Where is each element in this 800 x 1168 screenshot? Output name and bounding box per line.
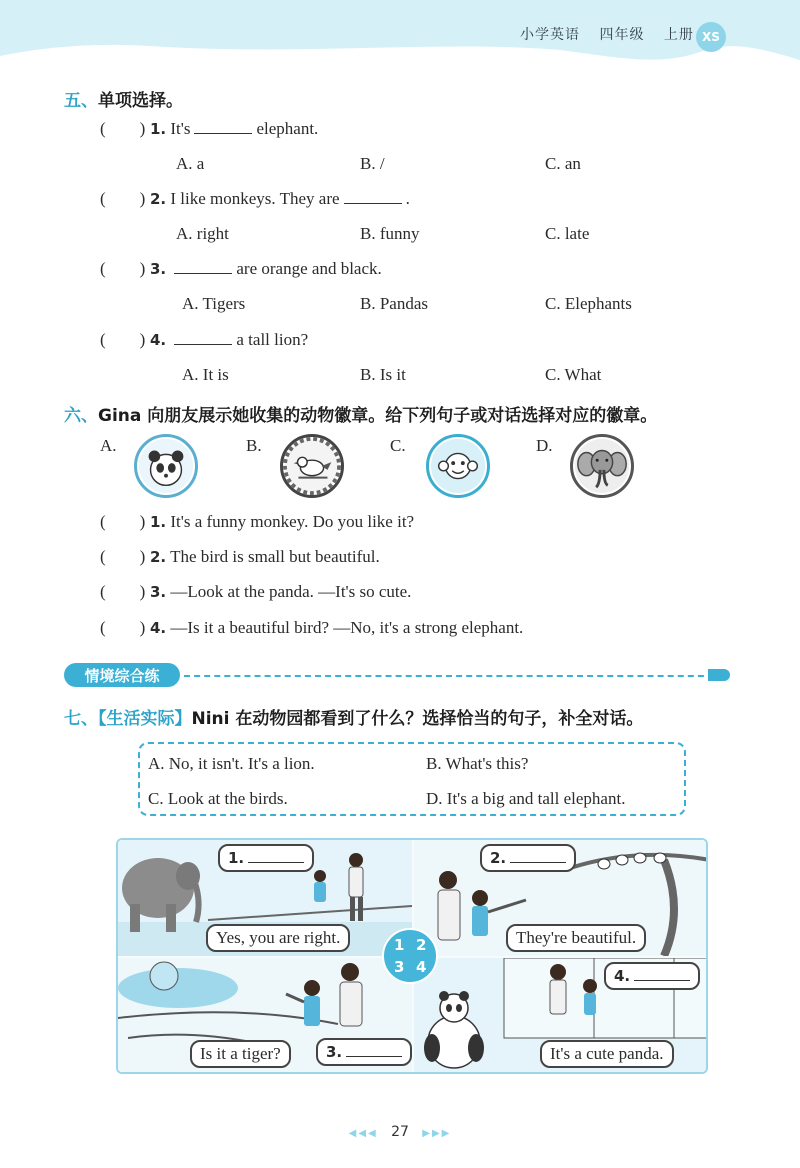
header-volume: 上册: [663, 27, 694, 43]
section7-title-text: Nini 在动物园都看到了什么？选择恰当的句子，补全对话。: [191, 709, 644, 729]
s5-question-3: [100, 259, 382, 279]
section5-title: [64, 86, 183, 111]
badge-d-label: D.: [536, 436, 553, 455]
bubble-blank-4[interactable]: [604, 962, 700, 990]
bubble-blank: [346, 1043, 402, 1057]
bubble-blank: [634, 967, 690, 981]
header-text: [520, 24, 708, 44]
option-c[interactable]: C. Elephants: [545, 294, 632, 313]
section7-tag: 【生活实际】: [98, 709, 192, 729]
answer-blank: [344, 190, 402, 204]
practice-banner: 情境综合练: [64, 663, 180, 687]
question-number: 2.: [150, 548, 167, 566]
answer-paren[interactable]: ( ): [100, 119, 146, 138]
panel-number-2: 2: [416, 936, 427, 954]
question-number: 3.: [150, 583, 167, 601]
question-text: The bird is small but beautiful.: [170, 547, 380, 566]
box-option-b[interactable]: B. What's this?: [426, 754, 529, 773]
bubble-number: 4.: [614, 967, 631, 985]
panel-number-circle: [382, 928, 438, 984]
panel-number-4: 4: [416, 958, 427, 976]
answer-paren[interactable]: ( ): [100, 512, 146, 531]
bubble-reply-4: It's a cute panda.: [540, 1040, 674, 1068]
answer-paren[interactable]: ( ): [100, 618, 146, 637]
question-number: 3.: [150, 260, 167, 278]
box-option-a[interactable]: A. No, it isn't. It's a lion.: [148, 754, 315, 773]
bird-badge-icon: [280, 434, 344, 498]
zoo-scene: [116, 838, 708, 1074]
answer-blank: [194, 120, 252, 134]
question-post: elephant.: [256, 119, 319, 138]
s6-question-4: [100, 618, 523, 638]
option-c[interactable]: C. an: [545, 154, 581, 173]
answer-blank: [174, 331, 232, 345]
s5-question-4: [100, 330, 308, 350]
s6-question-1: [100, 512, 414, 532]
section6-num: 六、: [64, 406, 98, 426]
section6-title: [64, 401, 657, 426]
bubble-blank: [510, 849, 566, 863]
section7-title: [64, 704, 643, 729]
s5-question-1: [100, 119, 318, 139]
option-b[interactable]: B. funny: [360, 224, 420, 243]
option-a[interactable]: A. Tigers: [182, 294, 246, 313]
bubble-reply-1: Yes, you are right.: [206, 924, 350, 952]
box-option-c[interactable]: C. Look at the birds.: [148, 789, 288, 808]
question-text: —Look at the panda. —It's so cute.: [170, 582, 412, 601]
badge-c-label: C.: [390, 436, 406, 455]
xs-badge: XS: [696, 22, 726, 52]
bubble-blank-3[interactable]: [316, 1038, 412, 1066]
question-pre: I like monkeys. They are: [170, 189, 340, 208]
option-a[interactable]: A. a: [176, 154, 205, 173]
pencil-icon: [708, 669, 730, 681]
badge-b-label: B.: [246, 436, 262, 455]
question-number: 4.: [150, 331, 167, 349]
question-number: 1.: [150, 513, 167, 531]
option-a[interactable]: A. right: [176, 224, 229, 243]
options-box: [138, 742, 686, 816]
page-number: 27: [391, 1124, 409, 1140]
section5-num: 五、: [64, 91, 98, 111]
bubble-reply-2: They're beautiful.: [506, 924, 646, 952]
s6-question-2: [100, 547, 380, 567]
section5-title-text: 单项选择。: [98, 91, 183, 111]
answer-paren[interactable]: ( ): [100, 189, 146, 208]
option-b[interactable]: B. /: [360, 154, 385, 173]
bubble-blank-2[interactable]: [480, 844, 576, 872]
answer-paren[interactable]: ( ): [100, 547, 146, 566]
header-subject: 小学英语: [520, 27, 580, 43]
bubble-blank: [248, 849, 304, 863]
question-number: 1.: [150, 120, 167, 138]
panel-number-1: 1: [394, 936, 405, 954]
footer: [0, 1124, 800, 1140]
option-b[interactable]: B. Is it: [360, 365, 406, 384]
question-post: are orange and black.: [236, 259, 382, 278]
answer-blank: [174, 260, 232, 274]
question-text: —Is it a beautiful bird? —No, it's a strong elephant.: [170, 618, 524, 637]
box-option-d[interactable]: D. It's a big and tall elephant.: [426, 789, 626, 808]
option-c[interactable]: C. late: [545, 224, 590, 243]
option-b[interactable]: B. Pandas: [360, 294, 428, 313]
answer-paren[interactable]: ( ): [100, 259, 146, 278]
option-a[interactable]: A. It is: [182, 365, 229, 384]
s5-question-2: [100, 189, 410, 209]
question-number: 4.: [150, 619, 167, 637]
question-post: a tall lion?: [236, 330, 309, 349]
bubble-question-3: Is it a tiger?: [190, 1040, 291, 1068]
answer-paren[interactable]: ( ): [100, 330, 146, 349]
bubble-number: 2.: [490, 849, 507, 867]
panda-badge-icon: [134, 434, 198, 498]
s6-question-3: [100, 582, 411, 602]
section6-title-text: Gina 向朋友展示她收集的动物徽章。给下列句子或对话选择对应的徽章。: [98, 406, 658, 426]
section7-num: 七、: [64, 709, 98, 729]
question-text: It's a funny monkey. Do you like it?: [170, 512, 415, 531]
badge-a-label: A.: [100, 436, 117, 455]
left-arrows-icon: ◀◀◀: [348, 1128, 378, 1139]
panel-number-3: 3: [394, 958, 405, 976]
question-post: .: [405, 189, 410, 208]
option-c[interactable]: C. What: [545, 365, 602, 384]
right-arrows-icon: ▶▶▶: [422, 1128, 452, 1139]
question-number: 2.: [150, 190, 167, 208]
header-grade: 四年级: [599, 27, 645, 43]
bubble-number: 3.: [326, 1043, 343, 1061]
bubble-number: 1.: [228, 849, 245, 867]
practice-divider: [184, 675, 714, 677]
elephant-badge-icon: [570, 434, 634, 498]
answer-paren[interactable]: ( ): [100, 582, 146, 601]
monkey-badge-icon: [426, 434, 490, 498]
question-pre: It's: [170, 119, 191, 138]
bubble-blank-1[interactable]: [218, 844, 314, 872]
